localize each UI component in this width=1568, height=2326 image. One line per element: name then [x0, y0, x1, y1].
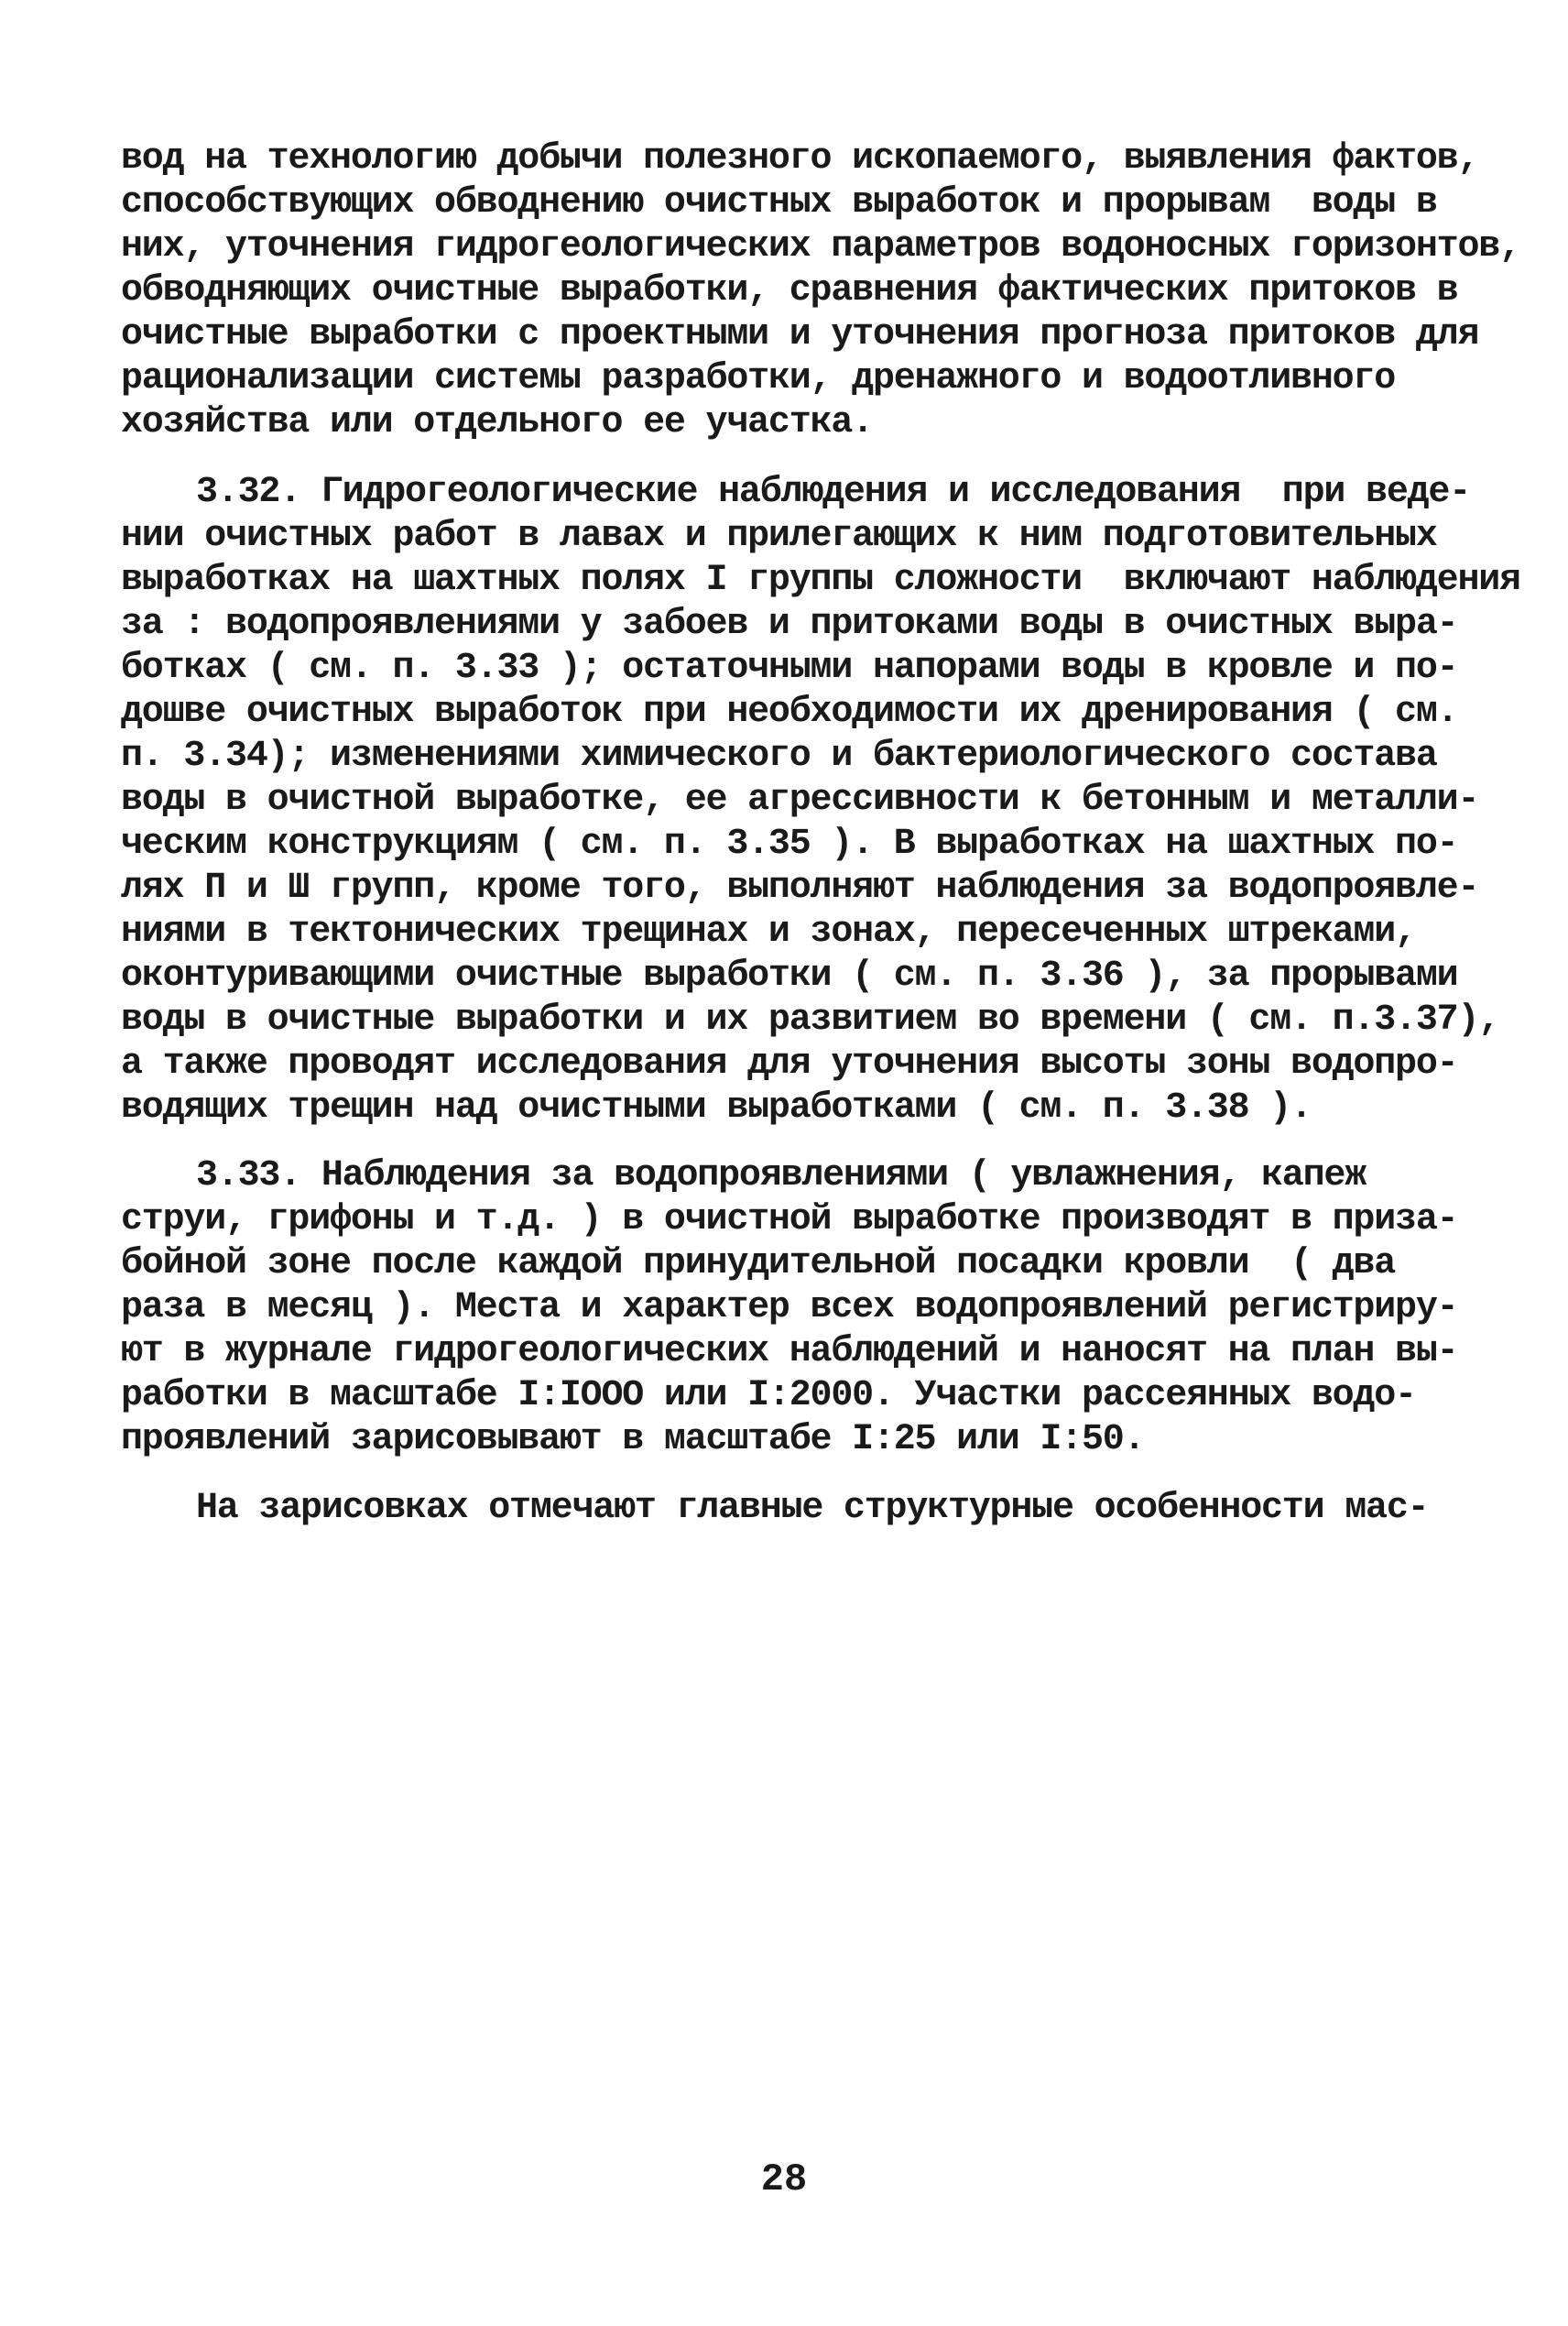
text-line: водящих трещин над очистными выработками ( см. п. 3.38 ).: [121, 1087, 1312, 1129]
text-line: выработках на шахтных полях I группы сложности включают наблюдения: [121, 560, 1520, 601]
text-line: ниями в тектонических трещинах и зонах, пересеченных штреками,: [121, 912, 1416, 953]
text-line: них, уточнения гидрогеологических параметров водоносных горизонтов,: [121, 226, 1520, 268]
text-line: проявлений зарисовывают в масштабе I:25 или I:50.: [121, 1419, 1145, 1460]
text-line: обводняющих очистные выработки, сравнения фактических притоков в: [121, 270, 1458, 311]
text-line: воды в очистной выработке, ее агрессивности к бетонным и металли-: [121, 780, 1479, 821]
text-line: вод на технологию добычи полезного ископаемого, выявления фактов,: [121, 138, 1479, 180]
text-line: а также проводят исследования для уточнения высоты зоны водопро-: [121, 1043, 1458, 1085]
text-line: способствующих обводнению очистных выработок и прорывам воды в: [121, 182, 1437, 224]
text-line: воды в очистные выработки и их развитием во времени ( см. п.3.37),: [121, 999, 1500, 1041]
text-line: ют в журнале гидрогеологических наблюдений и наносят на план вы-: [121, 1331, 1458, 1372]
text-line: раза в месяц ). Места и характер всех водопроявлений регистриру-: [121, 1287, 1458, 1328]
paragraph-start: На зарисовках отмечают главные структурные особенности мас-: [196, 1488, 1429, 1529]
text-line: работки в масштабе I:IOOO или I:2000. Участки рассеянных водо-: [121, 1375, 1416, 1416]
text-line: ботках ( см. п. 3.33 ); остаточными напорами воды в кровле и по-: [121, 648, 1458, 689]
page-number: 28: [760, 2157, 808, 2201]
text-line: дошве очистных выработок при необходимости их дренирования ( см.: [121, 692, 1458, 733]
text-line: очистные выработки с проектными и уточнения прогноза притоков для: [121, 314, 1479, 355]
text-line: ческим конструкциям ( см. п. 3.35 ). В выработках на шахтных по-: [121, 824, 1458, 865]
section-3-33-start: 3.33. Наблюдения за водопроявлениями ( увлажнения, капеж: [196, 1155, 1367, 1196]
section-3-32-start: 3.32. Гидрогеологические наблюдения и исследования при веде-: [196, 472, 1471, 513]
text-line: лях П и Ш групп, кроме того, выполняют наблюдения за водопроявле-: [121, 868, 1479, 909]
text-line: бойной зоне после каждой принудительной посадки кровли ( два: [121, 1243, 1396, 1284]
text-line: струи, грифоны и т.д. ) в очистной выработке производят в приза-: [121, 1199, 1458, 1240]
text-line: нии очистных работ в лавах и прилегающих к ним подготовительных: [121, 516, 1437, 557]
text-line: рационализации системы разработки, дренажного и водоотливного: [121, 358, 1396, 399]
text-line: за : водопроявлениями у забоев и притоками воды в очистных выра-: [121, 604, 1458, 645]
text-line: хозяйства или отдельного ее участка.: [121, 402, 873, 443]
text-line: п. 3.34); изменениями химического и бактериологического состава: [121, 736, 1437, 777]
text-line: оконтуривающими очистные выработки ( см. п. 3.36 ), за прорывами: [121, 956, 1458, 997]
